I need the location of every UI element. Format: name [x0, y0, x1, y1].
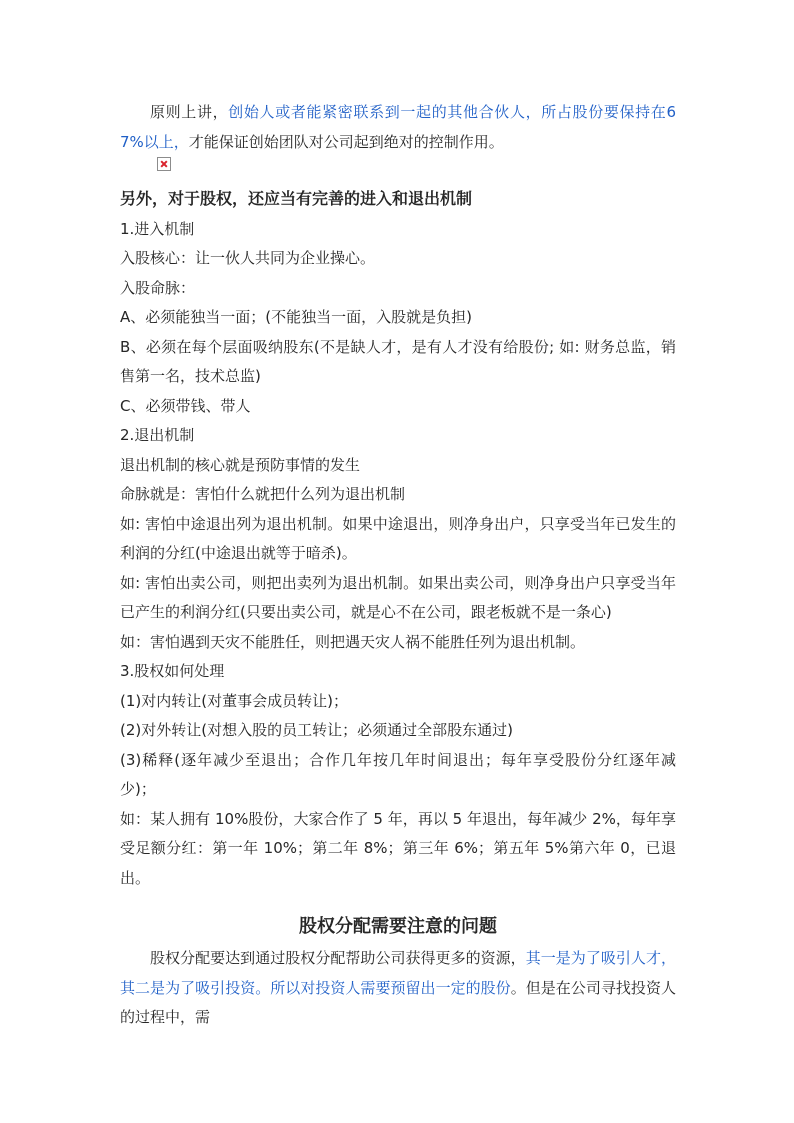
handling-item-3: (3)稀释(逐年减少至退出；合作几年按几年时间退出；每年享受股份分红逐年减少)； — [120, 750, 676, 798]
intro-suffix: 才能保证创始团队对公司起到绝对的控制作用。 — [188, 132, 504, 151]
entry-item-c: C、必须带钱、带人 — [120, 396, 251, 415]
handling-example: 如：某人拥有 10%股份，大家合作了 5 年，再以 5 年退出，每年减少 2%，每年享受足额分红：第一年 10%；第二年 8%；第三年 6%；第五年 5%第六年 0，已退出。 — [120, 809, 676, 887]
intro-paragraph — [120, 98, 676, 157]
section2-title: 股权分配需要注意的问题 — [299, 916, 497, 937]
exit-core: 退出机制的核心就是预防事情的发生 — [120, 455, 361, 474]
entry-title: 1.进入机制 — [120, 219, 195, 238]
entry-core: 入股核心：让一伙人共同为企业操心。 — [120, 249, 376, 267]
exit-title: 2.退出机制 — [120, 426, 195, 444]
exit-example-3: 如：害怕遇到天灾不能胜任，则把遇天灾人祸不能胜任列为退出机制。 — [120, 632, 586, 651]
entry-item-b: B、必须在每个层面吸纳股东(不是缺人才，是有人才没有给股份; 如: 财务总监，销售第一名，技术总监) — [120, 337, 676, 385]
exit-lifeline: 命脉就是：害怕什么就把什么列为退出机制 — [120, 485, 406, 503]
mechanism-heading: 另外，对于股权，还应当有完善的进入和退出机制 — [120, 189, 473, 208]
handling-title: 3.股权如何处理 — [120, 662, 225, 680]
section2-prefix: 股权分配要达到通过股权分配帮助公司获得更多的资源， — [150, 949, 526, 967]
handling-item-1: (1)对内转让(对董事会成员转让)； — [120, 691, 348, 710]
exit-example-1: 如: 害怕中途退出列为退出机制。如果中途退出，则净身出户，只享受当年已发生的利润的分红(中途退出就等于暗杀)。 — [120, 514, 676, 562]
entry-lifeline: 入股命脉： — [120, 278, 196, 297]
section2-paragraph — [120, 944, 676, 1033]
entry-item-a: A、必须能独当一面；(不能独当一面，入股就是负担) — [120, 308, 472, 326]
section2-suffix: 。但是在公司寻找投资人的过程中，需 — [120, 978, 676, 1026]
document-page — [120, 98, 676, 1033]
section2-highlight: 其一是为了吸引人才，其二是为了吸引投资。所以对投资人需要预留出一定的股份 — [120, 949, 676, 997]
intro-highlight: 创始人或者能紧密联系到一起的其他合伙人，所占股份要保持在67%以上， — [120, 103, 676, 151]
handling-item-2: (2)对外转让(对想入股的员工转让；必须通过全部股东通过) — [120, 721, 513, 739]
exit-example-2: 如: 害怕出卖公司，则把出卖列为退出机制。如果出卖公司，则净身出户只享受当年已产生的利润分红(只要出卖公司，就是心不在公司，跟老板就不是一条心) — [120, 573, 676, 621]
broken-image-icon — [157, 157, 171, 171]
intro-prefix: 原则上讲， — [150, 103, 229, 121]
